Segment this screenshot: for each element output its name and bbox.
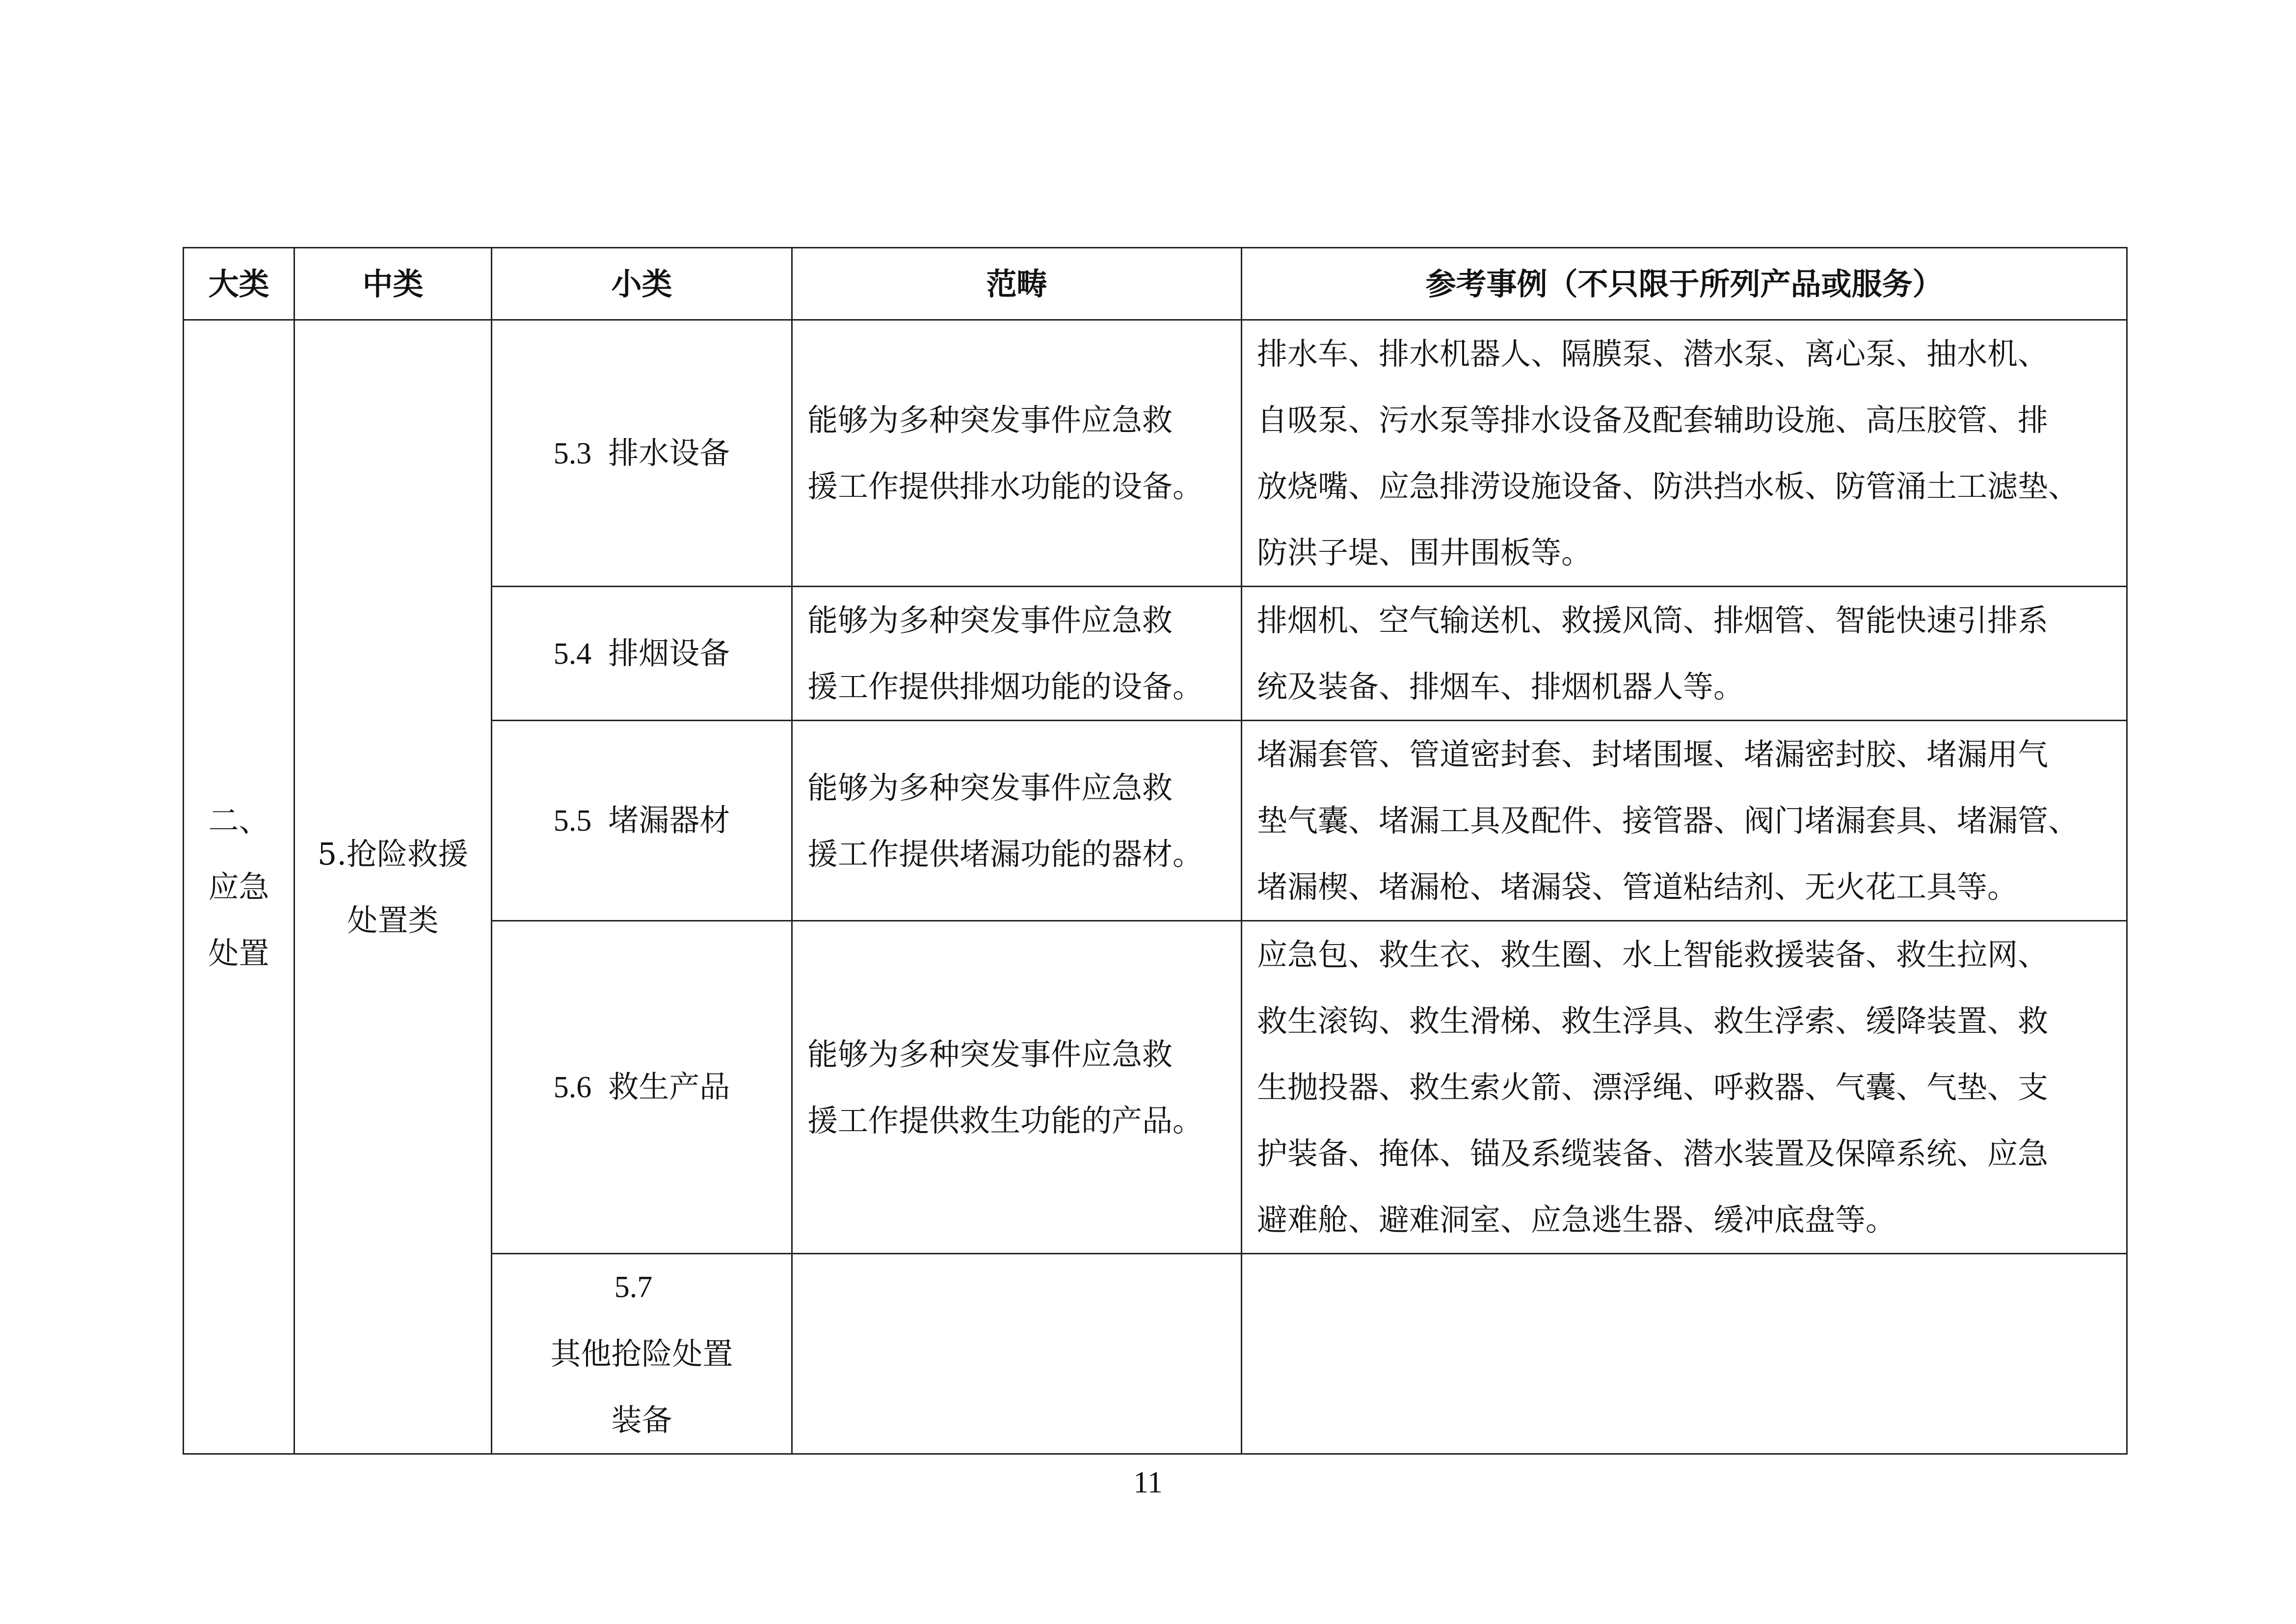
scope-cell: [792, 1254, 1242, 1454]
examples-line: 垫气囊、堵漏工具及配件、接管器、阀门堵漏套具、堵漏管、: [1257, 803, 2079, 839]
sub-category-number: 5.7: [614, 1271, 653, 1304]
sub-category-name-line-2: 装备: [611, 1402, 672, 1438]
examples-line: 排烟机、空气输送机、救援风筒、排烟管、智能快速引排系: [1257, 602, 2049, 638]
sub-category-name: 救生产品: [608, 1069, 730, 1105]
scope-cell: [792, 587, 1242, 721]
page-number: 11: [1133, 1466, 1163, 1499]
scope-line: 援工作提供堵漏功能的器材。: [807, 836, 1203, 872]
sub-category-cell: [492, 1254, 792, 1454]
header-examples: 参考事例（不只限于所列产品或服务）: [1242, 248, 2127, 320]
sub-category-cell: [492, 721, 792, 921]
examples-cell: [1242, 921, 2127, 1254]
scope-cell: [792, 320, 1242, 587]
header-middle-category: 中类: [294, 248, 492, 320]
examples-cell: [1242, 587, 2127, 721]
examples-line: 救生滚钩、救生滑梯、救生浮具、救生浮索、缓降装置、救: [1257, 1003, 2049, 1039]
examples-cell: [1242, 320, 2127, 587]
scope-line: 援工作提供救生功能的产品。: [807, 1102, 1203, 1138]
sub-category-number: 5.5: [553, 804, 592, 838]
middle-category-line: 处置类: [347, 902, 439, 938]
sub-category-name: 其他抢险处置: [550, 1336, 733, 1372]
sub-category-name: 排水设备: [608, 434, 730, 471]
examples-cell: [1242, 1254, 2127, 1454]
scope-line: 援工作提供排烟功能的设备。: [807, 669, 1203, 704]
sub-category-name: 排烟设备: [608, 635, 730, 671]
scope-cell: [792, 721, 1242, 921]
sub-category-cell: [492, 921, 792, 1254]
examples-line: 排水车、排水机器人、隔膜泵、潜水泵、离心泵、抽水机、: [1257, 336, 2049, 372]
examples-line: 堵漏楔、堵漏枪、堵漏袋、管道粘结剂、无火花工具等。: [1257, 869, 2018, 905]
equipment-category-table: [183, 247, 2128, 1455]
examples-cell: [1242, 721, 2127, 921]
category-line: 应急: [208, 869, 269, 905]
scope-line: 能够为多种突发事件应急救: [807, 602, 1173, 638]
examples-line: 放烧嘴、应急排涝设施设备、防洪挡水板、防管涌土工滤垫、: [1257, 468, 2079, 504]
header-sub-category: 小类: [492, 248, 792, 320]
sub-category-name: 堵漏器材: [608, 802, 730, 838]
middle-category-cell: [294, 320, 492, 1454]
examples-line: 统及装备、排烟车、排烟机器人等。: [1257, 669, 1744, 704]
sub-category-number: 5.6: [553, 1071, 592, 1104]
category-line: 处置: [208, 935, 269, 971]
sub-category-cell: [492, 587, 792, 721]
examples-line: 防洪子堤、围井围板等。: [1257, 535, 1592, 570]
scope-line: 能够为多种突发事件应急救: [807, 1036, 1173, 1072]
sub-category-number: 5.3: [553, 436, 592, 470]
header-scope: 范畴: [792, 248, 1242, 320]
examples-line: 堵漏套管、管道密封套、封堵围堰、堵漏密封胶、堵漏用气: [1257, 736, 2049, 772]
examples-line: 避难舱、避难洞室、应急逃生器、缓冲底盘等。: [1257, 1202, 1896, 1238]
scope-line: 能够为多种突发事件应急救: [807, 402, 1173, 438]
examples-line: 自吸泵、污水泵等排水设备及配套辅助设施、高压胶管、排: [1257, 402, 2049, 438]
middle-category-line: 5.抢险救援: [317, 836, 469, 872]
scope-line: 能够为多种突发事件应急救: [807, 769, 1173, 806]
table-row: [184, 320, 2127, 587]
examples-line: 护装备、掩体、锚及系缆装备、潜水装置及保障系统、应急: [1257, 1136, 2049, 1171]
table-header-row: [184, 248, 2127, 320]
category-line: 二、: [208, 803, 269, 839]
sub-category-number: 5.4: [553, 637, 592, 671]
scope-cell: [792, 921, 1242, 1254]
scope-line: 援工作提供排水功能的设备。: [807, 468, 1203, 504]
examples-line: 生抛投器、救生索火箭、漂浮绳、呼救器、气囊、气垫、支: [1257, 1069, 2049, 1105]
category-cell: [184, 320, 294, 1454]
header-category: 大类: [184, 248, 294, 320]
sub-category-cell: [492, 320, 792, 587]
examples-line: 应急包、救生衣、救生圈、水上智能救援装备、救生拉网、: [1257, 937, 2049, 973]
